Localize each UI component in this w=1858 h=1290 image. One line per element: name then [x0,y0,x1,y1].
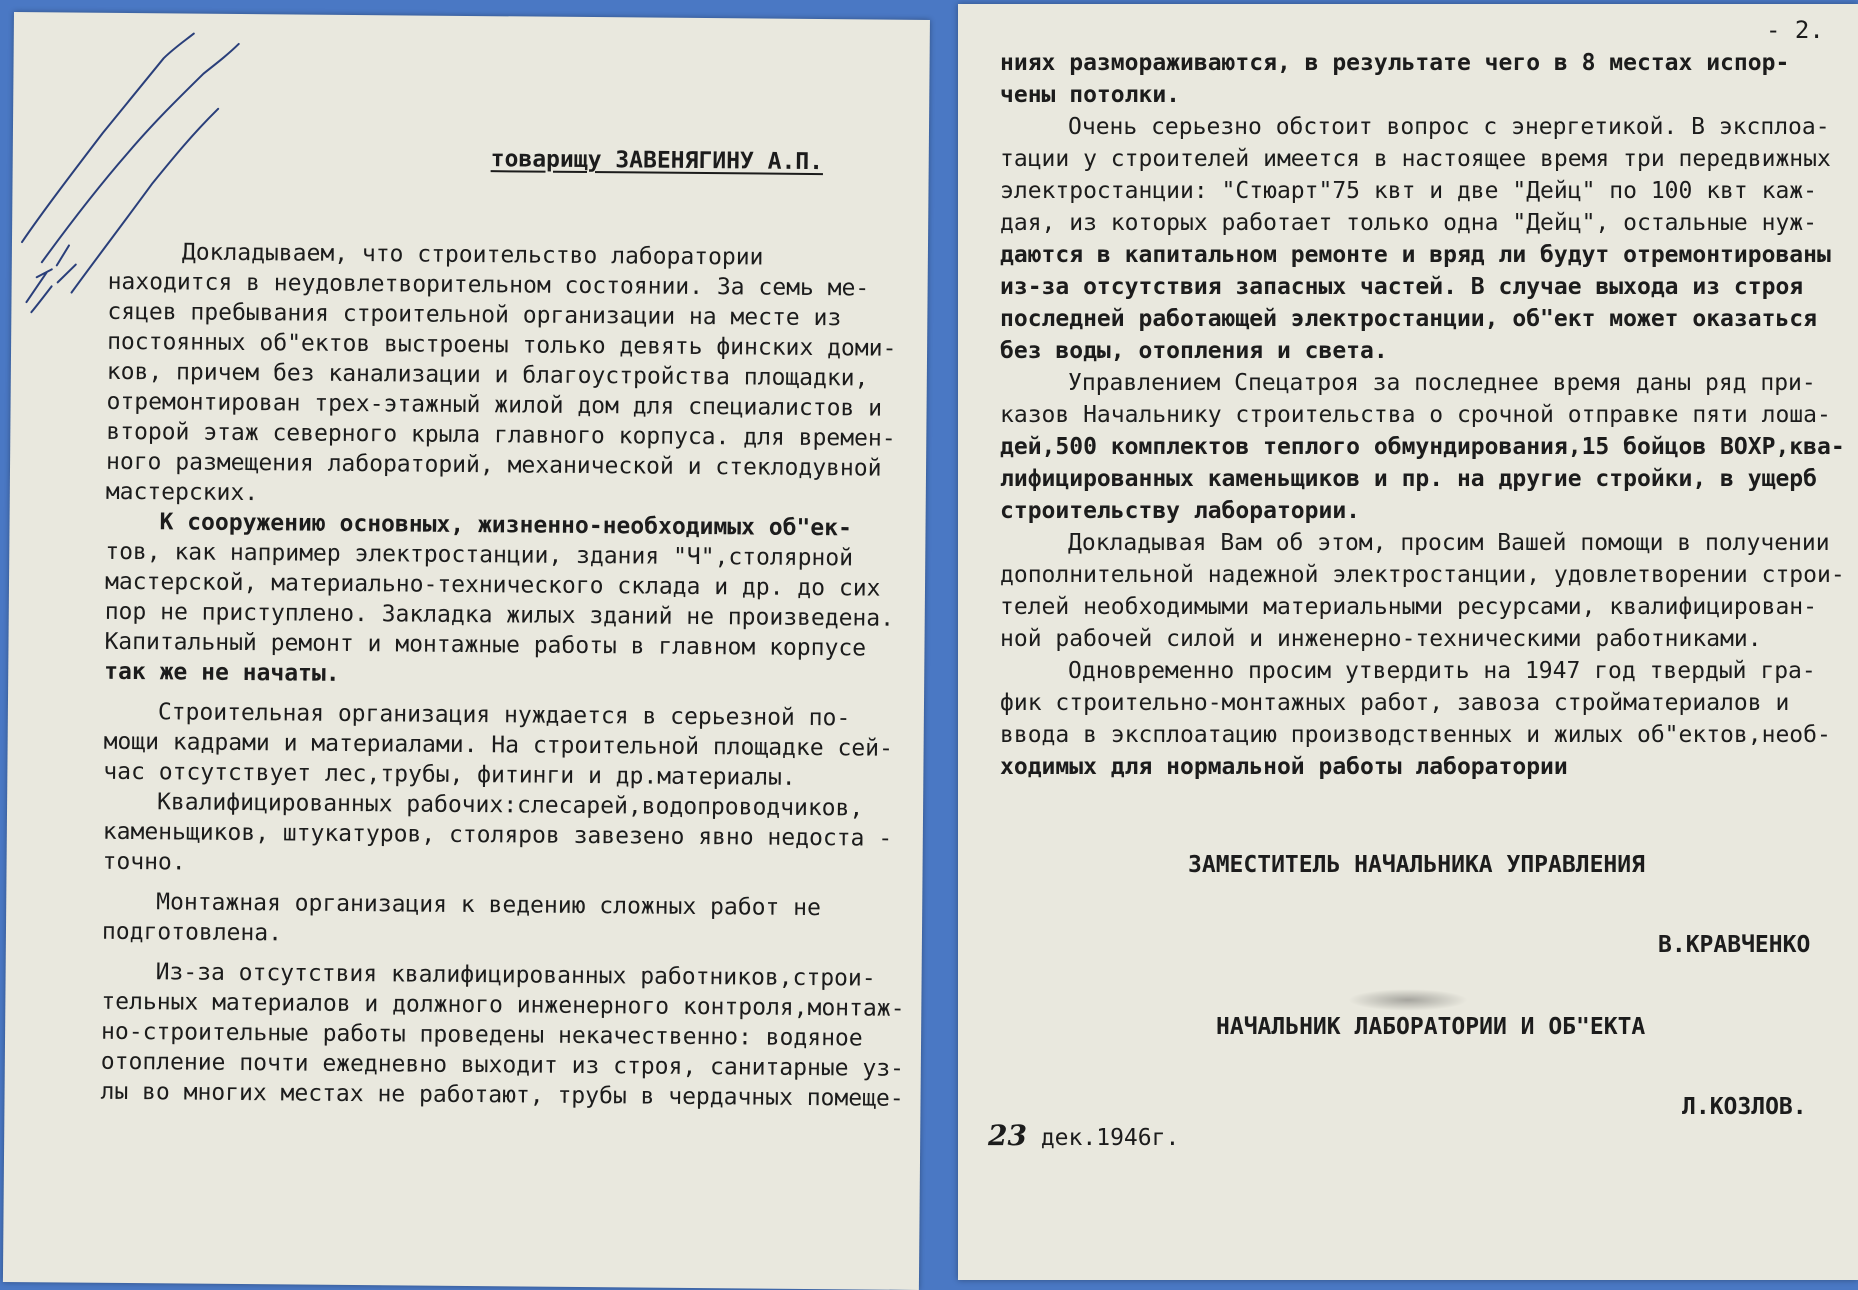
body-line: тов, как например электростанции, здания "Ч",столярной [105,538,854,572]
body-line: ходимых для нормальной работы лаборатории [1000,754,1568,780]
body-line: электростанции: "Стюарт"75 квт и две "Дейц" по 100 квт каж- [1000,178,1817,204]
body-line: ввода в эксплоатацию производственных и жилых об"ектов,необ- [1000,722,1831,748]
page-number: - 2. [1766,16,1824,44]
body-line: Очень серьезно обстоит вопрос с энергетикой. В эксплоа- [1068,114,1830,140]
date-day: 23 [988,1119,1027,1152]
body-line: ного размещения лабораторий, механической и стеклодувной [105,448,882,482]
body-line: сяцев пребывания строительной организации на месте из [107,298,842,332]
signature-name-2: Л.КОЗЛОВ. [1682,1094,1807,1120]
body-line: Докладывая Вам об этом, просим Вашей помощи в получении [1068,530,1830,556]
body-line: точно. [102,848,186,876]
body-line: каменьщиков, штукатуров, столяров завезено явно недоста - [102,818,893,852]
letter-page-1 [3,12,930,1290]
body-line: мастерских. [105,478,259,507]
body-line: час отсутствует лес,трубы, фитинги и др.материалы. [103,758,796,791]
body-line: находится в неудовлетворительном состоянии. За семь ме- [107,268,870,302]
body-line: Докладываем, что строительство лаборатории [181,239,764,271]
body-line: тации у строителей имеется в настоящее время три передвижных [1000,146,1831,172]
addressee: товарищу ЗАВЕНЯГИНУ А.П. [490,146,824,176]
body-line: пор не приступлено. Закладка жилых зданий не произведена. [104,598,895,632]
body-line: отопление почти ежедневно выходит из строя, санитарные уз- [100,1048,905,1082]
body-line: даются в капитальном ремонте и вряд ли будут отремонтированы [1000,242,1831,268]
signature-name-1: В.КРАВЧЕНКО [1658,932,1811,958]
body-line: чены потолки. [1000,82,1181,108]
body-line: Из-за отсутствия квалифицированных работников,строи- [155,959,876,992]
body-line: строительству лаборатории. [1000,498,1361,524]
date-month-year: дек.1946г. [1040,1125,1180,1151]
body-line: лы во многих местах не работают, трубы в чердачных помеще- [100,1078,904,1112]
body-line: без воды, отопления и света. [1000,338,1388,364]
body-line: постоянных об"ектов выстроены только девять финских доми- [107,328,897,362]
signature-mark [1348,989,1468,1011]
body-line: но-строительные работы проведены некачественно: водяное [100,1018,863,1052]
body-line: Капитальный ремонт и монтажные работы в главном корпусе [104,628,867,662]
body-line: подготовлена. [101,918,283,947]
body-line: Управлением Спецатроя за последнее время даны ряд при- [1068,370,1816,396]
body-line: дей,500 комплектов теплого обмундирования,15 бойцов ВОХР,ква- [1000,434,1845,460]
body-line: Квалифицированных рабочих:слесарей,водопроводчиков, [156,789,864,822]
signature-title-1: ЗАМЕСТИТЕЛЬ НАЧАЛЬНИКА УПРАВЛЕНИЯ [1188,852,1645,878]
body-line: мощи кадрами и материалами. На строительной площадке сей- [103,728,894,762]
body-line: ков, причем без канализации и благоустройства площадки, [106,358,869,392]
document-date [988,1119,1180,1152]
body-line: второй этаж северного крыла главного корпуса. для времен- [106,418,896,452]
body-line: телей необходимыми материальными ресурсами, квалифицирован- [1000,594,1817,620]
body-line: последней работающей электростанции, об"ект может оказаться [1000,306,1817,332]
body-line: отремонтирован трех-этажный жилой дом для специалистов и [106,388,883,422]
body-line: казов Начальнику строительства о срочной отправке пяти лоша- [1000,402,1831,428]
body-line: из-за отсутствия запасных частей. В случае выхода из строя [1000,274,1804,300]
body-line: ниях размораживаются, в результате чего в 8 местах испор- [1000,50,1790,76]
body-line: дополнительной надежной электростанции, удовлетворении строи- [1000,562,1845,588]
body-line: так же не начаты. [104,658,340,687]
body-line: тельных материалов и должного инженерного контроля,монтаж- [101,988,905,1022]
body-line: дая, из которых работает только одна "Дейц", остальные нуж- [1000,210,1817,236]
body-line: К сооружению основных, жизненно-необходимых об"ек- [159,509,852,542]
body-line: ной рабочей силой и инженерно-техническими работниками. [1000,626,1762,652]
body-line: лифицированных каменьщиков и пр. на другие стройки, в ущерб [1000,466,1817,492]
body-line: мастерской, материально-технического склада и др. до сих [104,568,881,602]
body-line: Одновременно просим утвердить на 1947 год твердый гра- [1068,658,1816,684]
body-line: Строительная организация нуждается в серьезной по- [157,699,851,732]
letter-page-2 [958,4,1858,1280]
body-line: Монтажная организация к ведению сложных работ не [156,889,821,922]
signature-title-2: НАЧАЛЬНИК ЛАБОРАТОРИИ И ОБ"ЕКТА [1216,1014,1646,1040]
body-line: фик строительно-монтажных работ, завоза стройматериалов и [1000,690,1790,716]
